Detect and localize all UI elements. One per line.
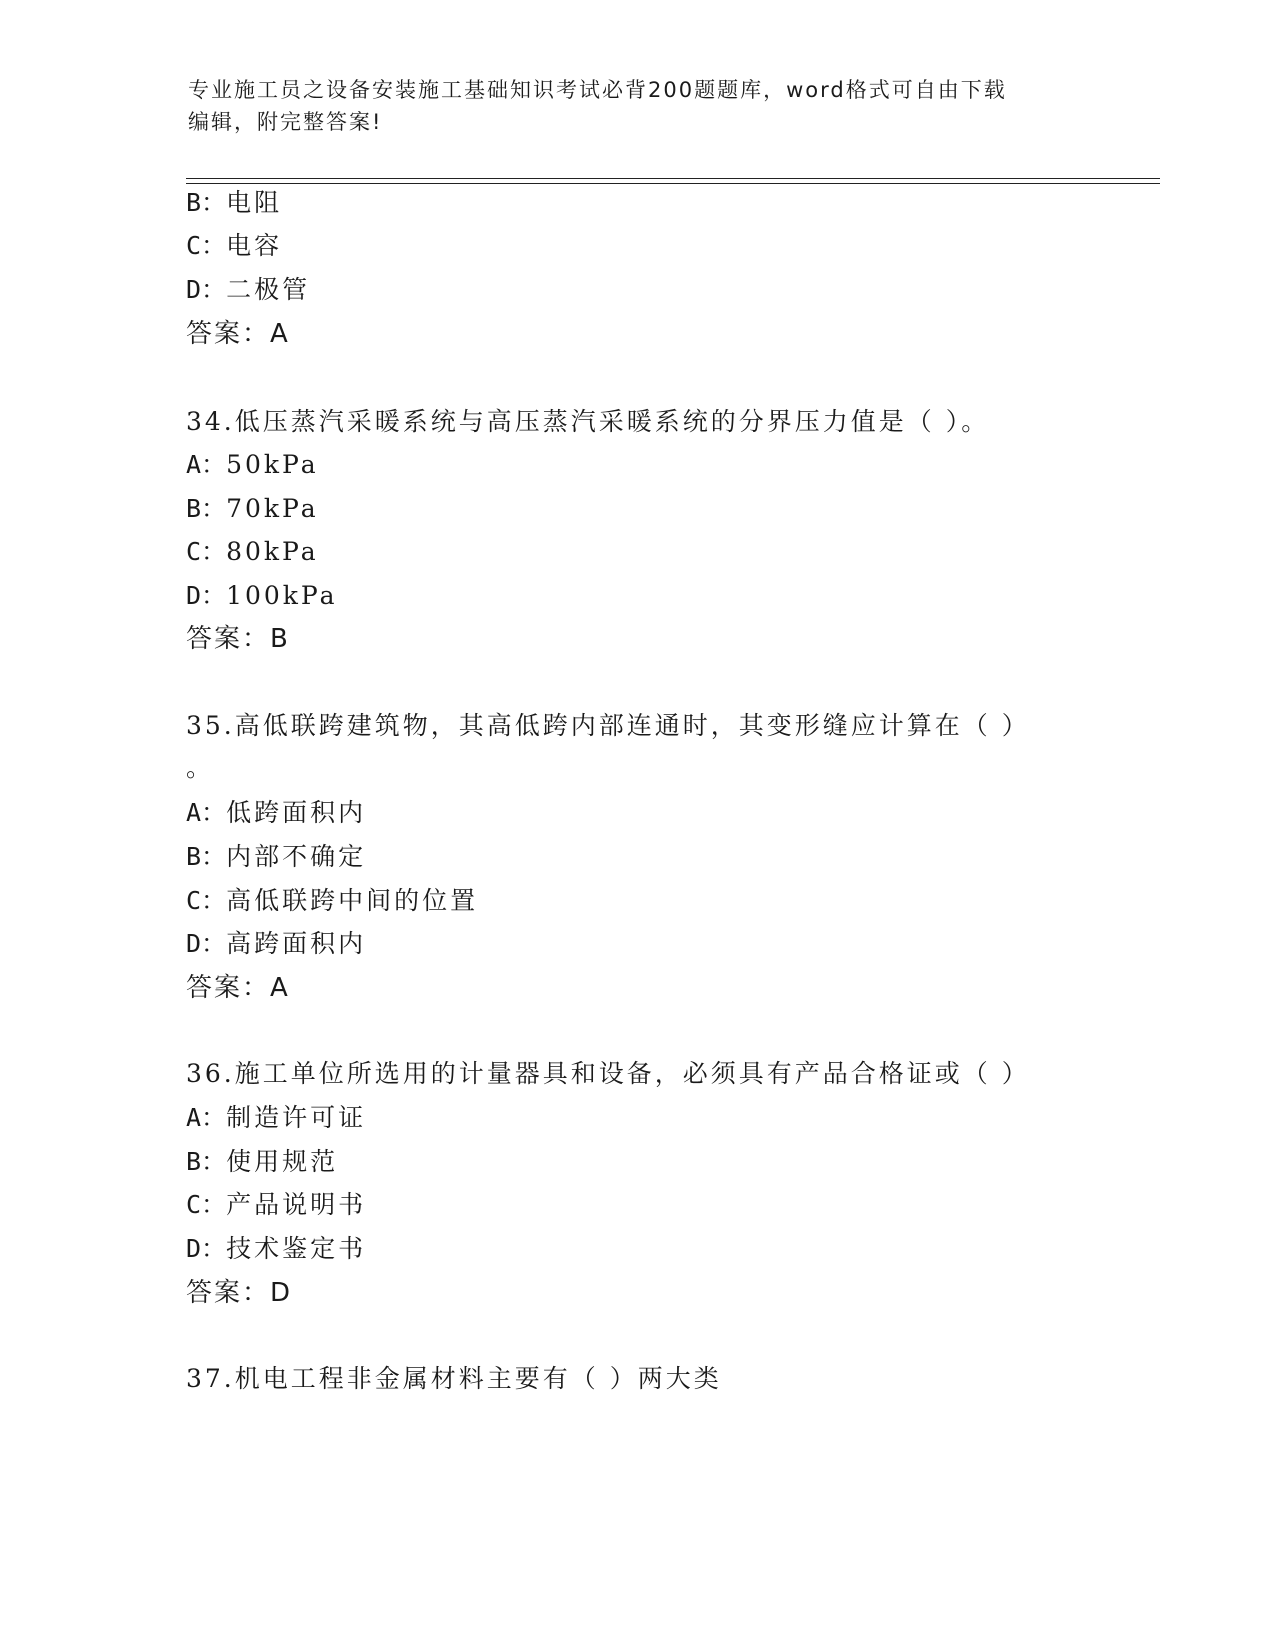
header-line-2: 编辑，附完整答案! — [188, 110, 383, 134]
option-row — [186, 1102, 366, 1134]
question-stem: 37.机电工程非金属材料主要有（ ）两大类 — [186, 1364, 722, 1393]
option-text: 使用规范 — [226, 1147, 339, 1176]
question-stem-continuation: 。 — [186, 753, 215, 782]
option-text: 制造许可证 — [226, 1103, 367, 1132]
option-key: A： — [186, 798, 227, 827]
question-stem: 34.低压蒸汽采暖系统与高压蒸汽采暖系统的分界压力值是（ ）。 — [186, 407, 990, 436]
option-text: 100kPa — [226, 581, 338, 610]
answer-line: 答案：B — [186, 624, 290, 654]
document-header — [188, 74, 1088, 138]
option-row — [186, 230, 282, 262]
option-row — [186, 536, 319, 568]
option-row — [186, 187, 282, 219]
option-key: A： — [186, 450, 227, 479]
header-divider-bottom — [186, 183, 1160, 184]
option-text: 二极管 — [226, 275, 311, 304]
option-key: D： — [186, 1234, 227, 1263]
option-key: C： — [186, 886, 227, 915]
option-row — [186, 1189, 366, 1221]
option-key: D： — [186, 581, 227, 610]
option-row — [186, 274, 310, 306]
option-key: A： — [186, 1103, 227, 1132]
option-text: 70kPa — [226, 494, 319, 523]
answer-line: 答案：A — [186, 319, 290, 349]
option-text: 80kPa — [226, 537, 319, 566]
answer-line: 答案：A — [186, 973, 290, 1003]
option-key: D： — [186, 929, 227, 958]
option-row — [186, 1233, 366, 1265]
option-key: B： — [186, 494, 227, 523]
option-key: C： — [186, 537, 227, 566]
option-key: B： — [186, 842, 227, 871]
option-row — [186, 928, 366, 960]
option-key: B： — [186, 1147, 227, 1176]
option-text: 电容 — [226, 231, 283, 260]
question-stem: 35.高低联跨建筑物，其高低跨内部连通时，其变形缝应计算在（ ） — [186, 711, 1030, 740]
option-row — [186, 580, 338, 612]
option-text: 产品说明书 — [226, 1190, 367, 1219]
header-divider-top — [186, 178, 1160, 179]
answer-line: 答案：D — [186, 1278, 293, 1308]
header-line-1: 专业施工员之设备安装施工基础知识考试必背200题题库，word格式可自由下载 — [188, 78, 1007, 102]
option-text: 低跨面积内 — [226, 798, 367, 827]
option-key: C： — [186, 1190, 227, 1219]
option-row — [186, 1146, 338, 1178]
option-text: 技术鉴定书 — [226, 1234, 367, 1263]
option-key: B： — [186, 188, 227, 217]
option-text: 50kPa — [226, 450, 319, 479]
option-key: D： — [186, 275, 227, 304]
option-text: 内部不确定 — [226, 842, 367, 871]
option-key: C： — [186, 231, 227, 260]
question-stem: 36.施工单位所选用的计量器具和设备，必须具有产品合格证或（ ） — [186, 1059, 1030, 1088]
option-row — [186, 797, 366, 829]
option-row — [186, 841, 366, 873]
option-row — [186, 493, 319, 525]
option-text: 电阻 — [226, 188, 283, 217]
option-row — [186, 885, 478, 917]
option-row — [186, 449, 319, 481]
option-text: 高跨面积内 — [226, 929, 367, 958]
option-text: 高低联跨中间的位置 — [226, 886, 479, 915]
